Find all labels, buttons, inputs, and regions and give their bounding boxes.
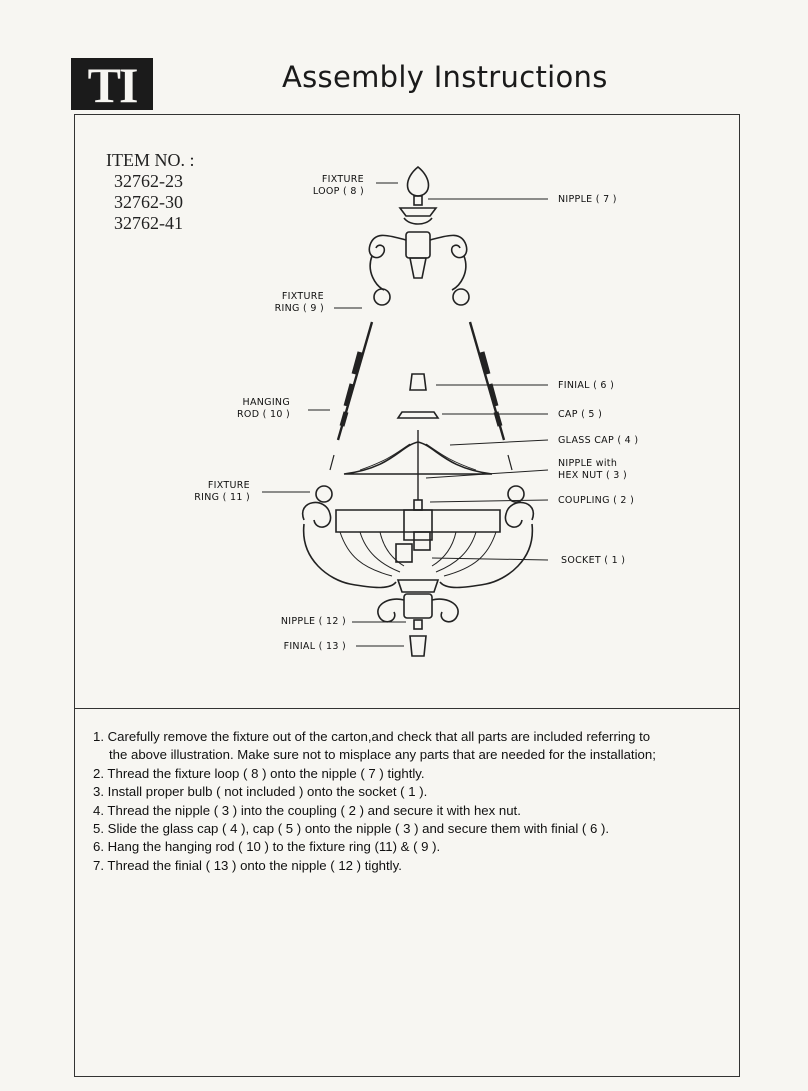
- label-fixture-loop: [300, 174, 364, 198]
- label-coupling-2: COUPLING ( 2 ): [558, 495, 635, 506]
- instruction-step: 4. Thread the nipple ( 3 ) into the coupling ( 2 ) and secure it with hex nut.: [93, 802, 521, 818]
- socket-1-part: [396, 544, 412, 562]
- label-finial-13: FINIAL ( 13 ): [283, 641, 346, 652]
- left-scroll-arm: [369, 235, 406, 257]
- label-nipple-7: NIPPLE ( 7 ): [558, 194, 617, 205]
- page-title: Assembly Instructions: [282, 60, 608, 94]
- instruction-step: 6. Hang the hanging rod ( 10 ) to the fixture ring (11) & ( 9 ).: [93, 839, 441, 855]
- label-line: NIPPLE with: [558, 458, 618, 469]
- instruction-list: [93, 728, 656, 875]
- label-nipple-12: NIPPLE ( 12 ): [280, 616, 346, 627]
- fixture-ring-11-right: [508, 486, 524, 502]
- label-hanging-rod: [226, 397, 290, 421]
- fixture-ring-9-right: [453, 289, 469, 305]
- item-number: 32762-41: [114, 213, 183, 233]
- label-glass-cap-4: GLASS CAP ( 4 ): [558, 435, 639, 446]
- label-nipple-hex-nut: [558, 458, 627, 482]
- lower-right-scroll: [432, 599, 458, 622]
- label-fixture-ring-9: [260, 291, 324, 315]
- right-scroll-arm: [430, 235, 467, 257]
- label-line: FIXTURE: [281, 291, 324, 302]
- top-canopy: [400, 208, 436, 216]
- coupling-2-part: [414, 500, 422, 510]
- fixture-loop-part: [408, 167, 429, 196]
- cap-5-part: [398, 412, 438, 418]
- instruction-step: 2. Thread the fixture loop ( 8 ) onto the nipple ( 7 ) tightly.: [93, 765, 425, 781]
- label-socket-1: SOCKET ( 1 ): [561, 555, 626, 566]
- bowl-band: [336, 510, 500, 532]
- nipple-7-part: [414, 196, 422, 205]
- item-number: 32762-30: [114, 192, 183, 212]
- label-line: ROD ( 10 ): [237, 409, 290, 420]
- label-line: FIXTURE: [207, 480, 250, 491]
- label-cap-5: CAP ( 5 ): [558, 409, 603, 420]
- label-line: RING ( 11 ): [194, 492, 250, 503]
- item-label: ITEM NO. :: [106, 150, 195, 170]
- finial-13-part: [410, 636, 426, 656]
- label-line: HEX NUT ( 3 ): [558, 470, 627, 481]
- instruction-step: 5. Slide the glass cap ( 4 ), cap ( 5 ) onto the nipple ( 3 ) and secure them with finial ( 6 ).: [93, 821, 610, 837]
- label-line: FIXTURE: [321, 174, 364, 185]
- label-line: HANGING: [242, 397, 290, 408]
- instruction-step: 3. Install proper bulb ( not included ) onto the socket ( 1 ).: [93, 784, 428, 800]
- lower-canopy: [398, 580, 438, 592]
- fixture-ring-9-left: [374, 289, 390, 305]
- instruction-step-continuation: the above illustration. Make sure not to misplace any parts that are needed for the installation;: [109, 747, 656, 763]
- label-line: RING ( 9 ): [274, 303, 324, 314]
- bowl-left-scroll: [303, 503, 331, 528]
- instruction-step: 7. Thread the finial ( 13 ) onto the nipple ( 12 ) tightly.: [93, 857, 402, 873]
- label-line: LOOP ( 8 ): [312, 186, 364, 197]
- fixture-ring-11-left: [316, 486, 332, 502]
- finial-6-part: [410, 374, 426, 390]
- label-finial-6: FINIAL ( 6 ): [558, 380, 615, 391]
- brand-logo: TI: [71, 58, 153, 110]
- nipple-12-part: [414, 620, 422, 629]
- label-fixture-ring-11: [186, 480, 250, 504]
- instruction-step: 1. Carefully remove the fixture out of the carton,and check that all parts are included referring to: [93, 729, 651, 744]
- item-number: 32762-23: [114, 171, 183, 191]
- top-body: [406, 232, 430, 258]
- lower-left-scroll: [378, 599, 404, 622]
- bowl-right-scroll: [505, 503, 533, 528]
